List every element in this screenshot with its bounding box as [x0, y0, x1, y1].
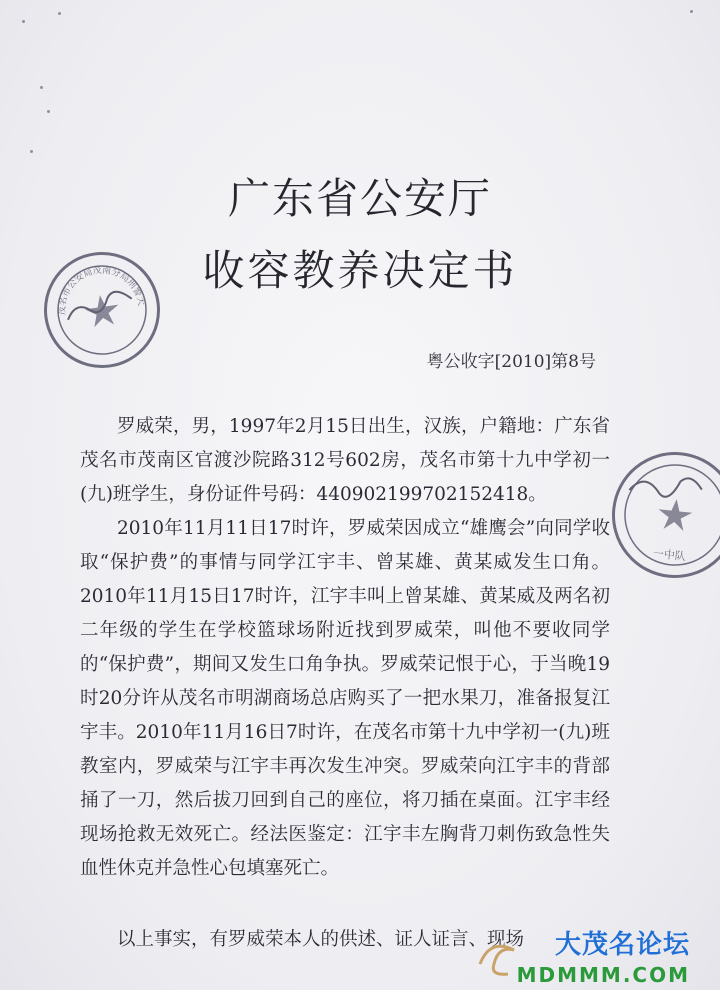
paragraph-incident-facts: 2010年11月11日17时许，罗威荣因成立“雄鹰会”向同学收取“保护费”的事情与同学江宇丰、曾某雄、黄某威发生口角。2010年11月15日17时许，江宇丰叫上曾某雄、黄某威及两名初二年级的学生在学校篮球场附近找到罗威荣，叫他不要收同学的“保护费”，期间又发生口角争执。罗威荣记恨于心，于当晚19时20分许从茂名市明湖商场总店购买了一把水果刀，准备报复江宇丰。2010年11月16日7时许，在茂名市第十九中学初一(九)班教室内，罗威荣与江宇丰再次发生冲突。罗威荣向江宇丰的背部捅了一刀，然后拔刀回到自己的座位，将刀插在桌面。江宇丰经现场抢救无效死亡。经法医鉴定：江宇丰左胸背刀刺伤致急性失血性休克并急性心包填塞死亡。 [80, 518, 610, 879]
seal-text: 茂名市公安局茂南分局刑警大队 一中队 [39, 255, 146, 316]
forum-name: 大茂名论坛 [554, 930, 690, 960]
signature-mark [629, 472, 703, 500]
forum-url: MDMMM.COM [516, 963, 690, 987]
paragraph-evidence: 以上事实，有罗威荣本人的供述、证人证言、现场 [117, 929, 525, 950]
scan-speck [47, 110, 50, 113]
document-title-issuer: 广东省公安厅 [227, 174, 492, 223]
seal-icon [609, 449, 720, 581]
official-seal-stamp-2 [606, 446, 720, 584]
scan-speck [22, 20, 25, 23]
body-paragraph-1 [80, 410, 610, 512]
seal-icon [40, 248, 164, 372]
document-number: 粤公收字[2010]第8号 [426, 352, 596, 372]
seal-unit-label: 一中队 [652, 546, 687, 564]
scan-speck [58, 12, 61, 15]
scan-speck [40, 86, 43, 89]
seal-star-icon [657, 497, 694, 531]
scan-speck [30, 150, 33, 153]
forum-logo-swirl-icon [474, 934, 520, 980]
body-paragraph-2 [80, 512, 610, 886]
paragraph-personal-info: 罗威荣，男，1997年2月15日出生，汉族，户籍地：广东省茂名市茂南区官渡沙院路312号602房，茂名市第十九中学初一(九)班学生，身份证件号码：440902199702152418。 [80, 416, 610, 505]
document-title-type: 收容教养决定书 [202, 246, 518, 295]
forum-watermark-logo [517, 924, 690, 987]
scan-speck [690, 10, 693, 13]
official-seal-stamp [36, 244, 167, 375]
